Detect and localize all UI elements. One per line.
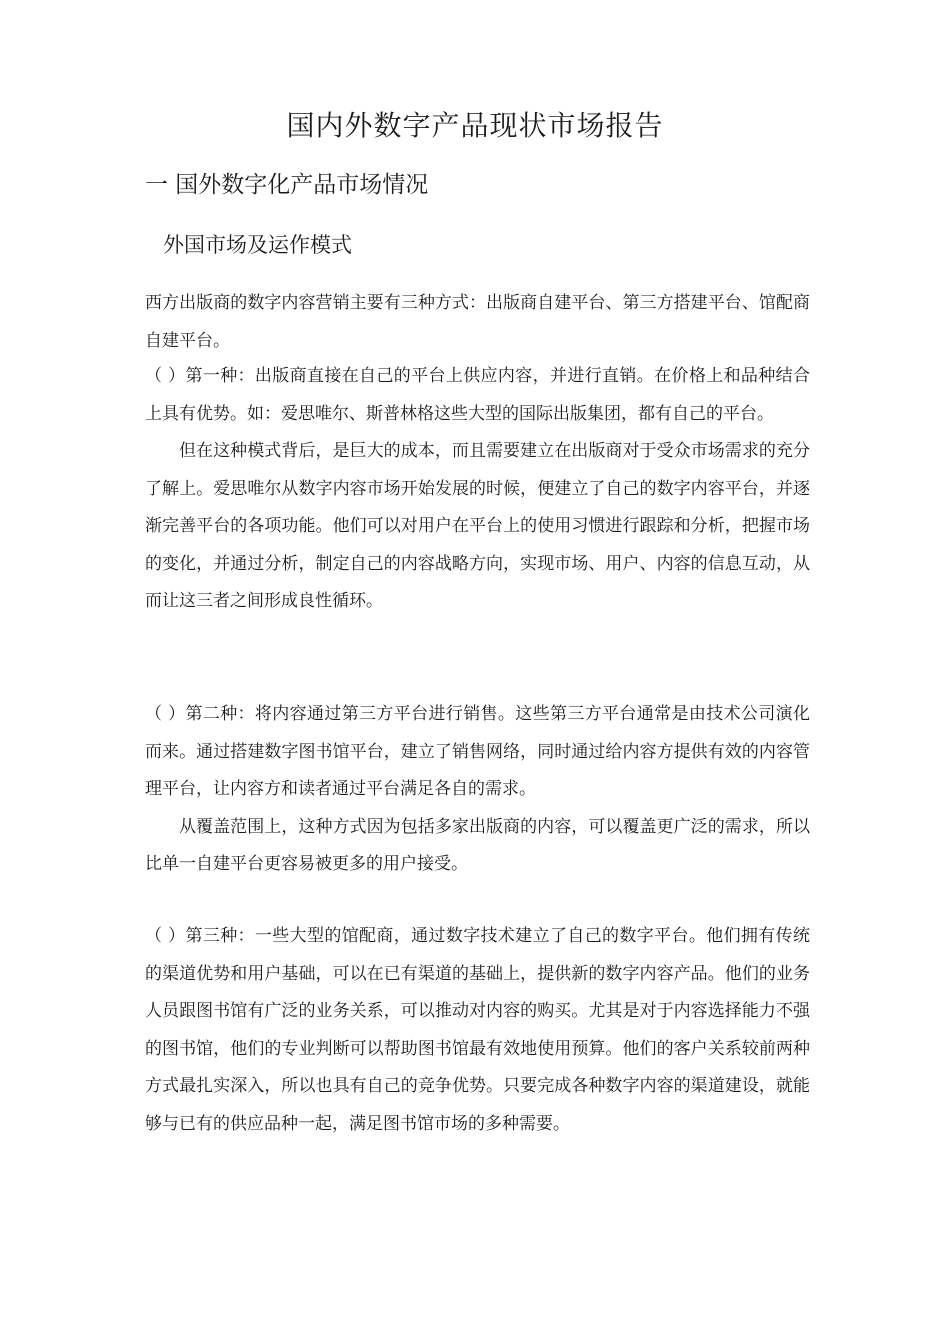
- section-heading: 一 国外数字化产品市场情况: [145, 172, 429, 198]
- method-two-detail-paragraph: 从覆盖范围上，这种方式因为包括多家出版商的内容，可以覆盖更广泛的需求，所以比单一自建平台更容易被更多的用户接受。: [145, 816, 810, 874]
- method-one-block: [145, 358, 810, 621]
- intro-paragraph: 西方出版商的数字内容营销主要有三种方式：出版商自建平台、第三方搭建平台、馆配商自建平台。: [145, 293, 810, 351]
- document-title: 国内外数字产品现状市场报告: [286, 109, 664, 142]
- method-two-paragraph: （ ）第二种：将内容通过第三方平台进行销售。这些第三方平台通常是由技术公司演化而来。通过搭建数字图书馆平台，建立了销售网络，同时通过给内容方提供有效的内容管理平台，让内容方和读者通过平台满足各自的需求。: [145, 704, 810, 799]
- intro-block: [145, 285, 810, 360]
- method-three-block: [145, 918, 810, 1143]
- method-three-paragraph: （ ）第三种：一些大型的馆配商，通过数字技术建立了自己的数字平台。他们拥有传统的渠道优势和用户基础，可以在已有渠道的基础上，提供新的数字内容产品。他们的业务人员跟图书馆有广泛的业务关系，可以推动对内容的购买。尤其是对于内容选择能力不强的图书馆，他们的专业判断可以帮助图书馆最有效地使用预算。他们的客户关系较前两种方式最扎实深入，所以也具有自己的竞争优势。只要完成各种数字内容的渠道建设，就能够与已有的供应品种一起，满足图书馆市场的多种需要。: [145, 926, 810, 1134]
- method-one-paragraph: （ ）第一种：出版商直接在自己的平台上供应内容，并进行直销。在价格上和品种结合上具有优势。如：爱思唯尔、斯普林格这些大型的国际出版集团，都有自己的平台。: [145, 366, 810, 424]
- method-one-detail-paragraph: 但在这种模式背后，是巨大的成本，而且需要建立在出版商对于受众市场需求的充分了解上。爱思唯尔从数字内容市场开始发展的时候，便建立了自己的数字内容平台，并逐渐完善平台的各项功能。他们可以对用户在平台上的使用习惯进行跟踪和分析，把握市场的变化，并通过分析，制定自己的内容战略方向，实现市场、用户、内容的信息互动，从而让这三者之间形成良性循环。: [145, 441, 810, 611]
- subsection-heading: 外国市场及运作模式: [163, 233, 352, 257]
- method-two-block: [145, 696, 810, 884]
